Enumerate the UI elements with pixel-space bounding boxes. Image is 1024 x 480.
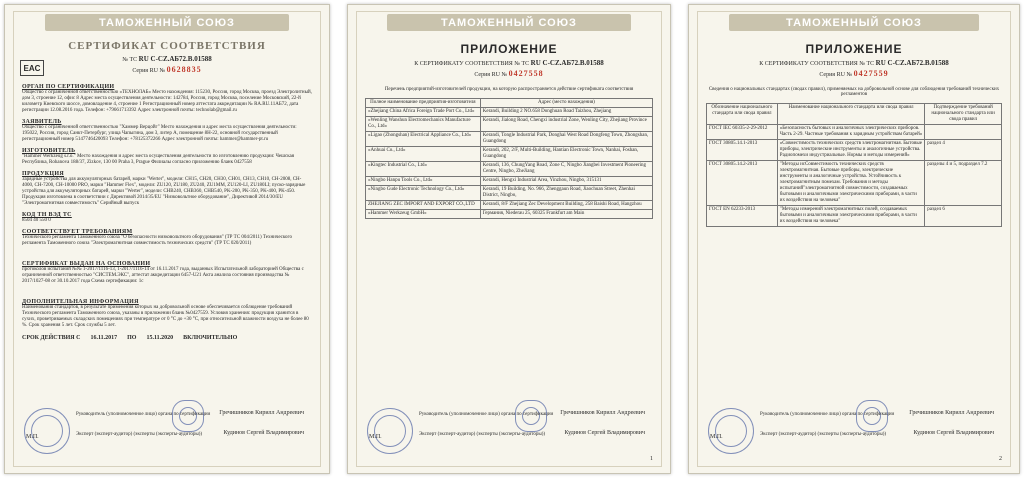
section: ОРГАН ПО СЕРТИФИКАЦИИ Общество с ограниченной ответственностью «ТЕХНОЛАБ» Место нахождения: 115230, Россия, город Москва, проезд Электролитный, дом 3, строение 12, офис 8 Адрес места осуществления деятельности: 142784, Россия, город Москва, поселение Московский, 22-й километр Киевского шоссе, домовладение 4, строение 1 Регистрационный номер аттестата аккредитации № RA.RU.11АБ72, дата регистрации 12.08.2016 года. Телефон: +79661713392 Адрес электронной почты: technolab@gmail.ru <box>22 84 312 113</box>
page-number: 1 <box>650 456 653 462</box>
table-row <box>366 132 653 147</box>
page-title: СЕРТИФИКАТ СООТВЕТСТВИЯ <box>68 40 266 52</box>
manufacturer-address: Kerandi, 8/F Zhejiang Zec Development Building, 258 Baishi Road, Hangzhou <box>480 201 652 210</box>
serial-number: 0427559 <box>853 69 889 78</box>
section: ПРОДУКЦИЯ Зарядные устройства для аккумуляторных батарей, марки "Werter", модели: CH15, CH20, CH30, CH01, CH13, CH10, CH-2008, CH-4000, CH-7200, CH-10000 PRO, марки "Hammer Flex", модели: ZU120, ZU180, ZU240, ZU1MM, ZU120-LI, ZU180LI; пуско-зарядные устройства для аккумуляторных батарей, марки "Werter", модели: CHB240, CHB360, CHB540, PK-200, PK-350, PK-400, PK-450. Продукция изготовлена в соответствии с Директивой 2014/35/EU "Низковольтное оборудование", Директивой 2014/30/EU "Электромагнитная совместимость" Серийный выпуск <box>22 171 306 206</box>
certificate-page <box>4 4 330 474</box>
section: ДОПОЛНИТЕЛЬНАЯ ИНФОРМАЦИЯ Наименования стандартов, в результате применения которых на добровольной основе обеспечивается соблюдение требований Технического регламента Таможенного союза, указаны в приложении бланк №0427559. Условия хранения: продукция хранится в сухих, проветриваемых складских помещениях при температуре от 0 °С до +30 °С, при относительной влажности воздуха не более 80 %. Срок хранения 5 лет. Срок службы 5 лет. <box>22 299 309 328</box>
manufacturer-name: «Hammer Werkzeug GmbH» <box>366 210 481 219</box>
serial-number: 0628835 <box>166 65 202 74</box>
section: ЗАЯВИТЕЛЬ Общество с ограниченной ответственностью "Хаммер Верцойг" Место нахождения и адрес места осуществления деятельности: 195022, Россия, город Санкт-Петербург, улица Чапыгина, дом 3, литер А, помещение 8Н-22, основной государственный регистрационный номер 5147746420093 Телефон: +78125372266 Адрес электронной почты: hammer@hammer-pt.ru <box>22 119 297 142</box>
manufacturer-address: Kerandi, Hengxi Industrial Area, Yinzhou, Ningbo, 315131 <box>480 177 652 186</box>
banner: ТАМОЖЕННЫЙ СОЮЗ <box>729 14 979 31</box>
standard-name: "Методы измерений электромагнитных полей, создаваемых бытовыми и аналогичными электрическими приборами, в части их воздействия на человека" <box>777 206 925 227</box>
standard-requirement: раздел 4 <box>925 140 1002 161</box>
table-row <box>366 201 653 210</box>
manufacturer-name: «Ningbo Hanpu Tools Co., Ltd» <box>366 177 481 186</box>
table-header: Обозначение национального стандарта или свода правил Наименование национального стандарта или свода правил Подтверждение требований национального стандарта или свода правил <box>707 104 1002 125</box>
table-row <box>366 162 653 177</box>
table-row <box>366 108 653 117</box>
manufacturer-address: Kerandi, Tongle Industrial Park, Donghai West Road Dongfeng Town, Zhongshan, Guangdong <box>480 132 652 147</box>
manufacturer-address: Kerandi, 19 Building, No. 966, Zhenggaun Road, Jiaochuan Street, Zhenhai District, Ningbo, <box>480 186 652 201</box>
manufacturer-address: Германия, Niederau 25, 60325 Frankfurt am Main <box>480 210 652 219</box>
standard-code: ГОСТ 30805.14.1-2013 <box>707 140 778 161</box>
series-line: Серия RU № 0427558 <box>474 69 544 78</box>
cert-number: К СЕРТИФИКАТУ СООТВЕТСТВИЯ № ТС RU С-CZ.АБ72.В.01588 <box>759 59 949 67</box>
intro-text: Сведения о национальных стандартах (сводах правил), применяемых на добровольной основе для соблюдения требований технических регламентов <box>708 87 1000 97</box>
manufacturer-name: «Ligao (Zhongshan) Electrical Appliance Co., Ltd» <box>366 132 481 147</box>
section: СЕРТИФИКАТ ВЫДАН НА ОСНОВАНИИ протоколов испытаний №№ 1-2017/1116-13, 1-2017/1116-14 от 16.11.2017 года, выданных Испытательной лабораторией Общества с ограниченной ответственностью "СИСТЕМ.ЭКС", аттестат аккредитации 6457-U21 Акта анализа состояния производства № 2017/1027-08 от 30.10.2017 года Схема сертификации: 1с <box>22 261 304 284</box>
manufacturers-table <box>365 98 653 219</box>
signature-block: М.П. Руководитель (уполномоченное лицо) органа по сертификации Гречишников Кирилл Андреевич Эксперт (эксперт-аудитор) (эксперты (эксперты-аудиторы)) Кудинов Сергей Владимирович <box>22 406 312 456</box>
manufacturer-name: «Zhejiang China Africa Foreign Trade Port Co., Ltd» <box>366 108 481 117</box>
intro-text: Перечень предприятий-изготовителей продукции, на которую распространяется действие сертификата соответствия <box>384 87 634 92</box>
manufacturer-address: Kerandi, 202, 2/F, Multi-Building, Hantian Electronic Town, Nanhai, Foshan, Guangdong <box>480 147 652 162</box>
manufacturer-name: «Ningbo Gude Electronic Technology Co., Ltd» <box>366 186 481 201</box>
table-row <box>366 147 653 162</box>
seal-stamp <box>708 408 754 454</box>
signature-block: М.П. Руководитель (уполномоченное лицо) органа по сертификации Гречишников Кирилл Андреевич Эксперт (эксперт-аудитор) (эксперты (эксперты-аудиторы)) Кудинов Сергей Владимирович <box>706 406 1002 456</box>
table-row <box>707 206 1002 227</box>
section: КОД ТН ВЭД ТС 8504 40 550 0 <box>22 212 72 223</box>
section: ИЗГОТОВИТЕЛЬ "Hammer Werkzeug s.r.o." Место нахождения и адрес места осуществления деятельности по изготовлению продукции: Чешская Республика, Rohanova 188/37, Zizkov, 130 00 Praha 3, Prague Филиалы согласно приложению бланк 0427558 <box>22 148 295 165</box>
manufacturer-name: «Kingtec Industrial Co., Ltd» <box>366 162 481 177</box>
manufacturer-address: Kerandi, 136, ChungYang Road, Zone C, Ningbo Jiangbei Investment Pioneering Centre, Ningbo, ZheJiang <box>480 162 652 177</box>
standard-requirement: раздел 6 <box>925 206 1002 227</box>
page-number: 2 <box>999 456 1002 462</box>
series-line: Серия RU № 0628835 <box>132 65 202 74</box>
manufacturer-name: «Anhuai Co., Ltd» <box>366 147 481 162</box>
section: СООТВЕТСТВУЕТ ТРЕБОВАНИЯМ Технического регламента Таможенного союза "О безопасности низковольтного оборудования" (ТР ТС 004/2011) Технического регламента Таможенного союза "Электромагнитная совместимость технических средств" (ТР ТС 020/2011) <box>22 229 292 246</box>
standard-requirement: разделы 4 и 5, подраздел 7.2 <box>925 161 1002 206</box>
appendix-page <box>688 4 1020 474</box>
series-line: Серия RU № 0427559 <box>819 69 889 78</box>
standard-requirement <box>925 125 1002 140</box>
seal-stamp <box>367 408 413 454</box>
seal-stamp <box>24 408 70 454</box>
standard-code: ГОСТ 30805.14.2-2013 <box>707 161 778 206</box>
page-title: ПРИЛОЖЕНИЕ <box>805 42 903 56</box>
standard-name: «Безопасность бытовых и аналогичных электрических приборов. Часть 2-29. Частные требования к зарядным устройствам батарей» <box>777 125 925 140</box>
table-row <box>366 186 653 201</box>
manufacturer-name: «Wenling Wanshun Electromechanics Manufacture Co., Ltd» <box>366 117 481 132</box>
manufacturer-name: ZHEJIANG ZEC IMPORT AND EXPORT CO.,LTD <box>366 201 481 210</box>
banner: ТАМОЖЕННЫЙ СОЮЗ <box>387 14 630 31</box>
manufacturer-address: Kerandi, Building 2 NO.658 Donghuan Road Taizhou, Zhejiang <box>480 108 652 117</box>
standard-code: ГОСТ IEC 60335-2-29-2012 <box>707 125 778 140</box>
page-title: ПРИЛОЖЕНИЕ <box>460 42 558 56</box>
signature-block: М.П. Руководитель (уполномоченное лицо) органа по сертификации Гречишников Кирилл Андреевич Эксперт (эксперт-аудитор) (эксперты (эксперты-аудиторы)) Кудинов Сергей Владимирович <box>365 406 653 456</box>
table-row <box>366 210 653 219</box>
appendix-page <box>347 4 671 474</box>
standard-code: ГОСТ EN 62233-2013 <box>707 206 778 227</box>
manufacturer-address: Kerandi, Jialong Road, Chengxi industrial Zone, Wenling City, Zhejiang Province <box>480 117 652 132</box>
table-row <box>707 140 1002 161</box>
table-header: Полное наименование предприятия-изготовителя Адрес (место нахождения) <box>366 99 653 108</box>
cert-number: № ТС RU С-CZ.АБ72.В.01588 <box>122 55 212 63</box>
validity-line: СРОК ДЕЙСТВИЯ С 16.11.2017 ПО 15.11.2020 ВКЛЮЧИТЕЛЬНО <box>22 335 238 341</box>
banner: ТАМОЖЕННЫЙ СОЮЗ <box>45 14 290 31</box>
serial-number: 0427558 <box>508 69 544 78</box>
eac-logo: EAC <box>20 60 44 76</box>
standard-name: «Совместимость технических средств электромагнитная. Бытовые приборы, электрические инструменты и аналогичные устройства. Радиопомехи индустриальные. Нормы и методы измерений» <box>777 140 925 161</box>
cert-number: К СЕРТИФИКАТУ СООТВЕТСТВИЯ № ТС RU С-CZ.АБ72.В.01588 <box>414 59 604 67</box>
table-row <box>366 117 653 132</box>
table-row <box>707 125 1002 140</box>
page-frame <box>13 11 321 467</box>
table-row <box>366 177 653 186</box>
page-frame <box>697 11 1011 467</box>
standard-name: "Методы исСовместимость технических средств электромагнитная. Бытовые приборы, электрические инструменты и аналогичные устройства. Устойчивость к электромагнитным помехам. Требования и методы испытаний"электромагнитной совместимости, создаваемых бытовыми и аналогичными электрическими приборами, в части их воздействия на человека" <box>777 161 925 206</box>
standards-table <box>706 103 1002 227</box>
page-frame <box>356 11 662 467</box>
table-row <box>707 161 1002 206</box>
